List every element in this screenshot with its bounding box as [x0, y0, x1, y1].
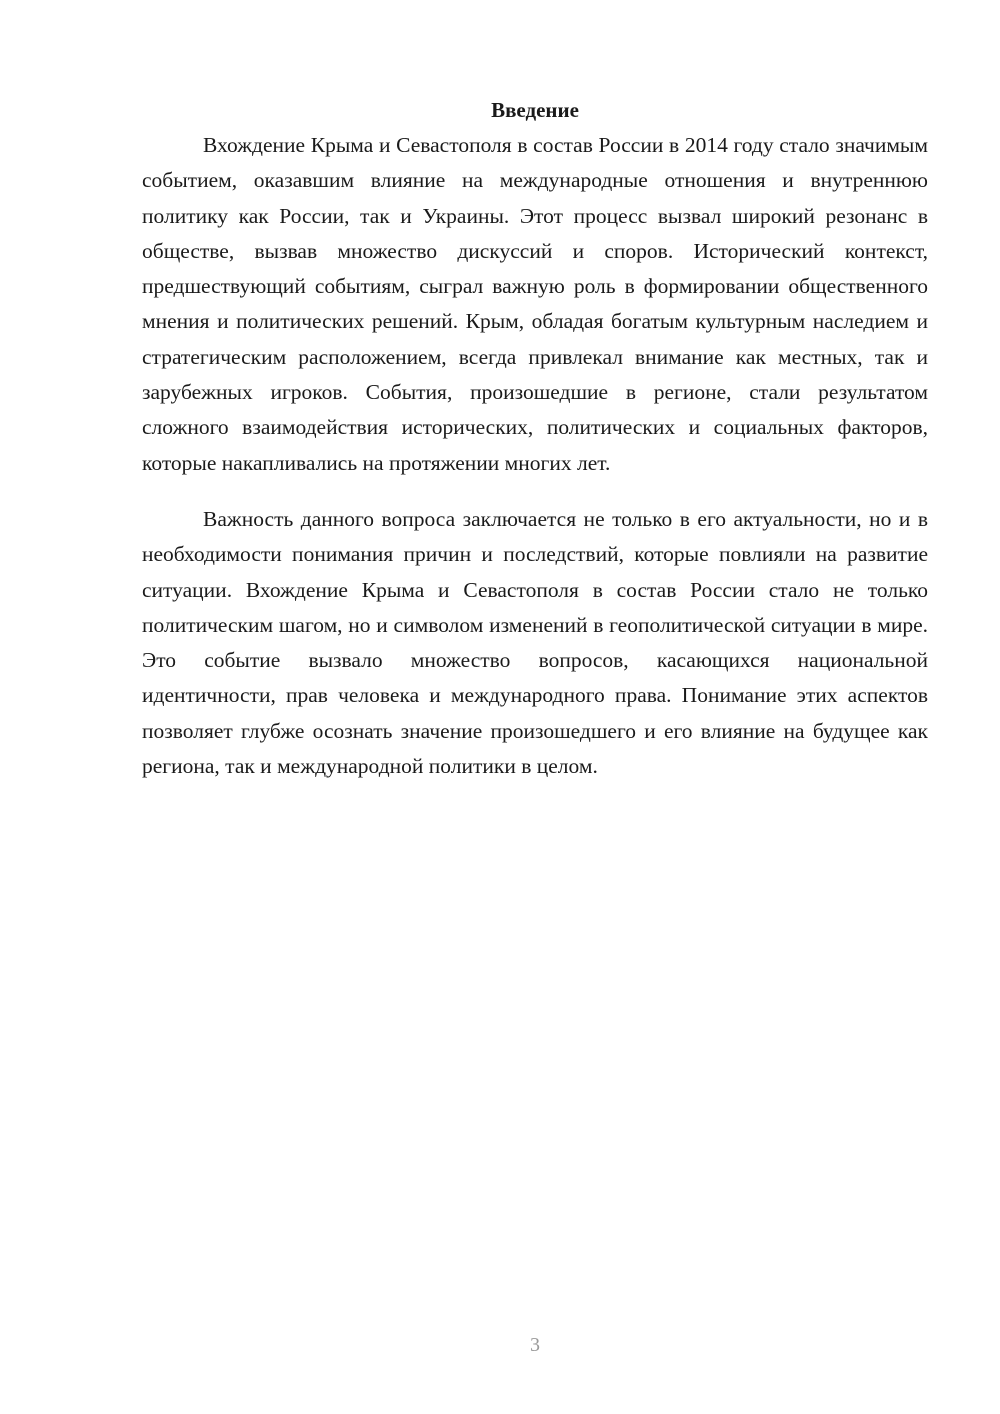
- paragraph-1: Вхождение Крыма и Севастополя в состав России в 2014 году стало значимым событием, оказавшим влияние на международные отношения и внутреннюю политику как России, так и Украины. Этот процесс вызвал широкий резонанс в обществе, вызвав множество дискуссий и споров. Исторический контекст, предшествующий событиям, сыграл важную роль в формировании общественного мнения и политических решений. Крым, обладая богатым культурным наследием и стратегическим расположением, всегда привлекал внимание как местных, так и зарубежных игроков. События, произошедшие в регионе, стали результатом сложного взаимодействия исторических, политических и социальных факторов, которые накапливались на протяжении многих лет.: [142, 133, 928, 475]
- page-content: [142, 93, 928, 784]
- page-number: 3: [530, 1334, 540, 1356]
- paragraph-2: Важность данного вопроса заключается не только в его актуальности, но и в необходимости понимания причин и последствий, которые повлияли на развитие ситуации. Вхождение Крыма и Севастополя в состав России стало не только политическим шагом, но и символом изменений в геополитической ситуации в мире. Это событие вызвало множество вопросов, касающихся национальной идентичности, прав человека и международного права. Понимание этих аспектов позволяет глубже осознать значение произошедшего и его влияние на будущее как региона, так и международной политики в целом.: [142, 506, 928, 779]
- section-heading: Введение: [491, 98, 579, 122]
